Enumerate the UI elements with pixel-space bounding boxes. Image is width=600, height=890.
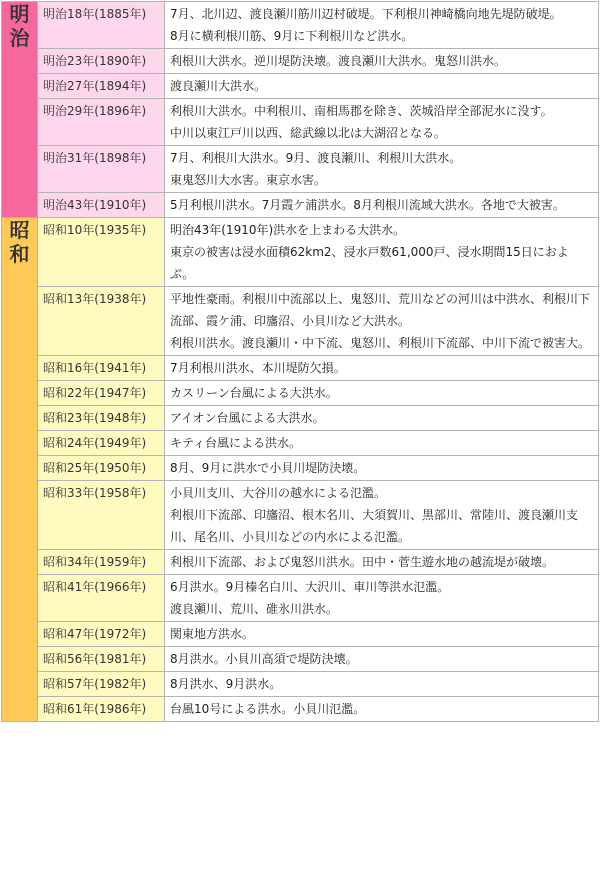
year-cell: 昭和13年(1938年)	[38, 287, 165, 356]
description-line: カスリーン台風による大洪水。	[170, 386, 338, 400]
description-line: 渡良瀬川大洪水。	[170, 79, 267, 93]
era-label-meiji	[2, 2, 38, 218]
description-line: アイオン台風による大洪水。	[170, 411, 325, 425]
era-label-char: 治	[9, 26, 30, 50]
description-line: 8月に横利根川筋、9月に下利根川など洪水。	[170, 29, 414, 43]
table-row	[2, 406, 599, 431]
description-cell	[165, 99, 599, 146]
description-cell	[165, 193, 599, 218]
year-cell: 昭和34年(1959年)	[38, 550, 165, 575]
description-cell	[165, 74, 599, 99]
year-cell: 昭和24年(1949年)	[38, 431, 165, 456]
year-cell: 明治31年(1898年)	[38, 146, 165, 193]
era-label-char: 明	[9, 2, 30, 26]
table-row	[2, 356, 599, 381]
year-cell: 昭和47年(1972年)	[38, 622, 165, 647]
description-line: 7月利根川洪水、本川堤防欠損。	[170, 361, 346, 375]
description-line: 東鬼怒川大水害。東京水害。	[170, 173, 327, 187]
table-row	[2, 481, 599, 550]
description-line: 中川以東江戸川以西、総武線以北は大湖沼となる。	[170, 126, 447, 140]
description-line: 利根川大洪水。中利根川、南相馬郡を除き、茨城沿岸全部泥水に没す。	[170, 104, 553, 118]
table-row	[2, 622, 599, 647]
description-line: 8月洪水。小貝川高須で堤防決壊。	[170, 652, 358, 666]
description-line: 7月、利根川大洪水。9月、渡良瀬川、利根川大洪水。	[170, 151, 462, 165]
table-row	[2, 99, 599, 146]
table-row	[2, 49, 599, 74]
description-line: キティ台風による洪水。	[170, 436, 302, 450]
description-line: 小貝川支川、大谷川の越水による氾濫。	[170, 486, 387, 500]
description-cell	[165, 647, 599, 672]
description-line: 利根川大洪水。逆川堤防決壊。渡良瀬川大洪水。鬼怒川洪水。	[170, 54, 507, 68]
table-row	[2, 146, 599, 193]
description-cell	[165, 575, 599, 622]
table-row	[2, 647, 599, 672]
year-cell: 昭和56年(1981年)	[38, 647, 165, 672]
year-cell: 昭和61年(1986年)	[38, 697, 165, 722]
description-cell	[165, 146, 599, 193]
year-cell: 昭和10年(1935年)	[38, 218, 165, 287]
description-cell	[165, 381, 599, 406]
year-cell: 明治18年(1885年)	[38, 2, 165, 49]
year-cell: 昭和16年(1941年)	[38, 356, 165, 381]
year-cell: 昭和41年(1966年)	[38, 575, 165, 622]
description-line: 8月、9月に洪水で小貝川堤防決壊。	[170, 461, 366, 475]
table-row	[2, 575, 599, 622]
year-cell: 明治29年(1896年)	[38, 99, 165, 146]
description-line: 7月、北川辺、渡良瀬川筋川辺村破堤。下利根川神崎橋向地先堤防破堤。	[170, 7, 562, 21]
table-row	[2, 381, 599, 406]
year-cell: 明治23年(1890年)	[38, 49, 165, 74]
description-cell	[165, 481, 599, 550]
description-line: 東京の被害は浸水面積62km2、浸水戸数61,000戸、浸水期間15日におよぶ。	[170, 245, 569, 281]
description-line: 平地性豪雨。利根川中流部以上、鬼怒川、荒川などの河川は中洪水、利根川下流部、霞ケ浦、印旛沼、小貝川など大洪水。	[170, 292, 591, 328]
era-label-char: 和	[9, 242, 30, 266]
description-line: 明治43年(1910年)洪水を上まわる大洪水。	[170, 223, 406, 237]
era-label-showa	[2, 218, 38, 722]
table-row	[2, 672, 599, 697]
flood-history-table-body	[2, 2, 599, 722]
description-line: 利根川洪水。渡良瀬川・中下流、鬼怒川、利根川下流部、中川下流で被害大。	[170, 336, 591, 350]
table-row	[2, 2, 599, 49]
table-row	[2, 456, 599, 481]
table-row	[2, 550, 599, 575]
description-line: 台風10号による洪水。小貝川氾濫。	[170, 702, 366, 716]
description-cell	[165, 287, 599, 356]
year-cell: 明治27年(1894年)	[38, 74, 165, 99]
description-line: 5月利根川洪水。7月霞ケ浦洪水。8月利根川流域大洪水。各地で大被害。	[170, 198, 565, 212]
year-cell: 明治43年(1910年)	[38, 193, 165, 218]
table-row	[2, 193, 599, 218]
description-cell	[165, 431, 599, 456]
description-cell	[165, 697, 599, 722]
year-cell: 昭和57年(1982年)	[38, 672, 165, 697]
description-cell	[165, 2, 599, 49]
description-line: 8月洪水、9月洪水。	[170, 677, 282, 691]
year-cell: 昭和25年(1950年)	[38, 456, 165, 481]
description-cell	[165, 406, 599, 431]
description-line: 利根川下流部、印旛沼、根木名川、大須賀川、黒部川、常陸川、渡良瀬川支川、尾名川、小貝川などの内水による氾濫。	[170, 508, 579, 544]
description-cell	[165, 622, 599, 647]
description-cell	[165, 356, 599, 381]
description-cell	[165, 218, 599, 287]
era-label-char: 昭	[9, 218, 30, 242]
year-cell: 昭和23年(1948年)	[38, 406, 165, 431]
year-cell: 昭和22年(1947年)	[38, 381, 165, 406]
description-cell	[165, 550, 599, 575]
flood-history-table	[1, 1, 599, 722]
description-line: 利根川下流部、および鬼怒川洪水。田中・菅生遊水地の越流堤が破壊。	[170, 555, 555, 569]
description-cell	[165, 49, 599, 74]
year-cell: 昭和33年(1958年)	[38, 481, 165, 550]
table-row	[2, 74, 599, 99]
table-row	[2, 218, 599, 287]
description-line: 関東地方洪水。	[170, 627, 255, 641]
description-line: 6月洪水。9月榛名白川、大沢川、車川等洪水氾濫。	[170, 580, 450, 594]
description-cell	[165, 456, 599, 481]
table-row	[2, 287, 599, 356]
description-line: 渡良瀬川、荒川、碓氷川洪水。	[170, 602, 339, 616]
description-cell	[165, 672, 599, 697]
table-row	[2, 431, 599, 456]
table-row	[2, 697, 599, 722]
